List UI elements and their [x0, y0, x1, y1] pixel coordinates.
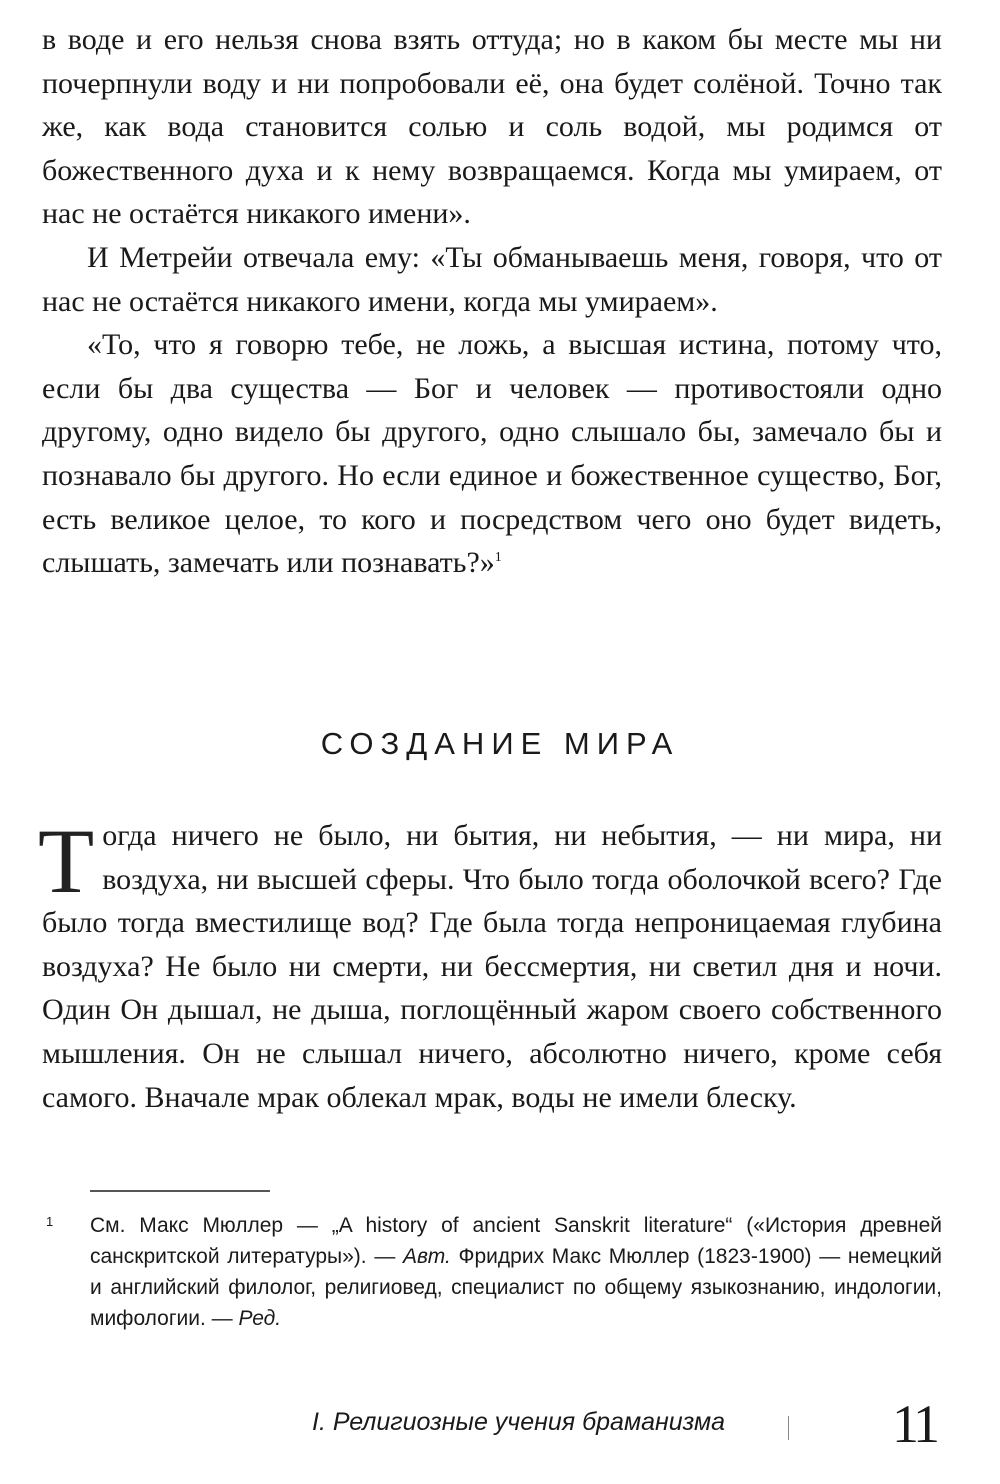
footnote-text-part2: Фридрих Макс Мюллер (1823-1900) — немецкий и английский филолог, религиовед, специалист по общему языкознанию, индологии, мифологии. — — [90, 1245, 942, 1330]
drop-cap: Т — [38, 810, 95, 912]
footnote-reference[interactable]: 1 — [494, 550, 502, 566]
section-heading: СОЗДАНИЕ МИРА — [320, 726, 680, 761]
footnote-text-part1: См. Макс Мюллер — „A history of ancient Sanskrit literature“ («История древней санскритской литературы»). — — [90, 1214, 942, 1268]
paragraph-truth-text: «То, что я говорю тебе, не ложь, а высшая истина, потому что, если бы два существа — Бог и человек — противостояли одно другому, одно видело бы другого, одно слышало бы, замечало бы и познавало бы другого. Но если единое и божественное существо, Бог, есть великое целое, то кого и посредством чего оно будет видеть, слышать, замечать или познавать?» — [42, 328, 942, 580]
running-footer: I. Религиозные учения браманизма — [312, 1408, 726, 1436]
footnote-author-tag: Авт. — [403, 1245, 451, 1268]
text-block-section — [38, 810, 942, 1119]
text-block-top — [42, 18, 942, 585]
paragraph-creation-text: огда ничего не было, ни бытия, ни небытия, — ни мира, ни воздуха, ни высшей сферы. Что было тогда оболочкой всего? Где было тогда вместилище вод? Где была тогда непроницаемая глубина воздуха? Не было ни смерти, ни бессмертия, ни светил дня и ночи. Один Он дышал, не дыша, поглощённый жаром своего собственного мышления. Он не слышал ничего, абсолютно ничего, кроме себя самого. Вначале мрак облекал мрак, воды не имели блеску. — [42, 819, 942, 1114]
footer-separator — [788, 1416, 789, 1440]
paragraph-creation — [38, 810, 942, 1119]
footnote-divider — [90, 1190, 270, 1192]
paragraph-truth — [42, 323, 942, 585]
paragraph-metreyi: И Метрейи отвечала ему: «Ты обманываешь меня, говоря, что от нас не остаётся никакого имени, когда мы умираем». — [42, 240, 942, 318]
footnote-editor-tag: Ред. — [238, 1307, 282, 1330]
footnote — [46, 1210, 942, 1334]
footnote-marker: 1 — [46, 1214, 54, 1229]
page-number: 11 — [892, 1394, 936, 1454]
paragraph-continuation: в воде и его нельзя снова взять оттуда; но в каком бы месте мы ни почерпнули воду и ни попробовали её, она будет солёной. Точно так же, как вода становится солью и соль водой, мы родимся от божественного духа и к нему возвращаемся. Когда мы умираем, от нас не остаётся никакого имени». — [42, 23, 942, 231]
